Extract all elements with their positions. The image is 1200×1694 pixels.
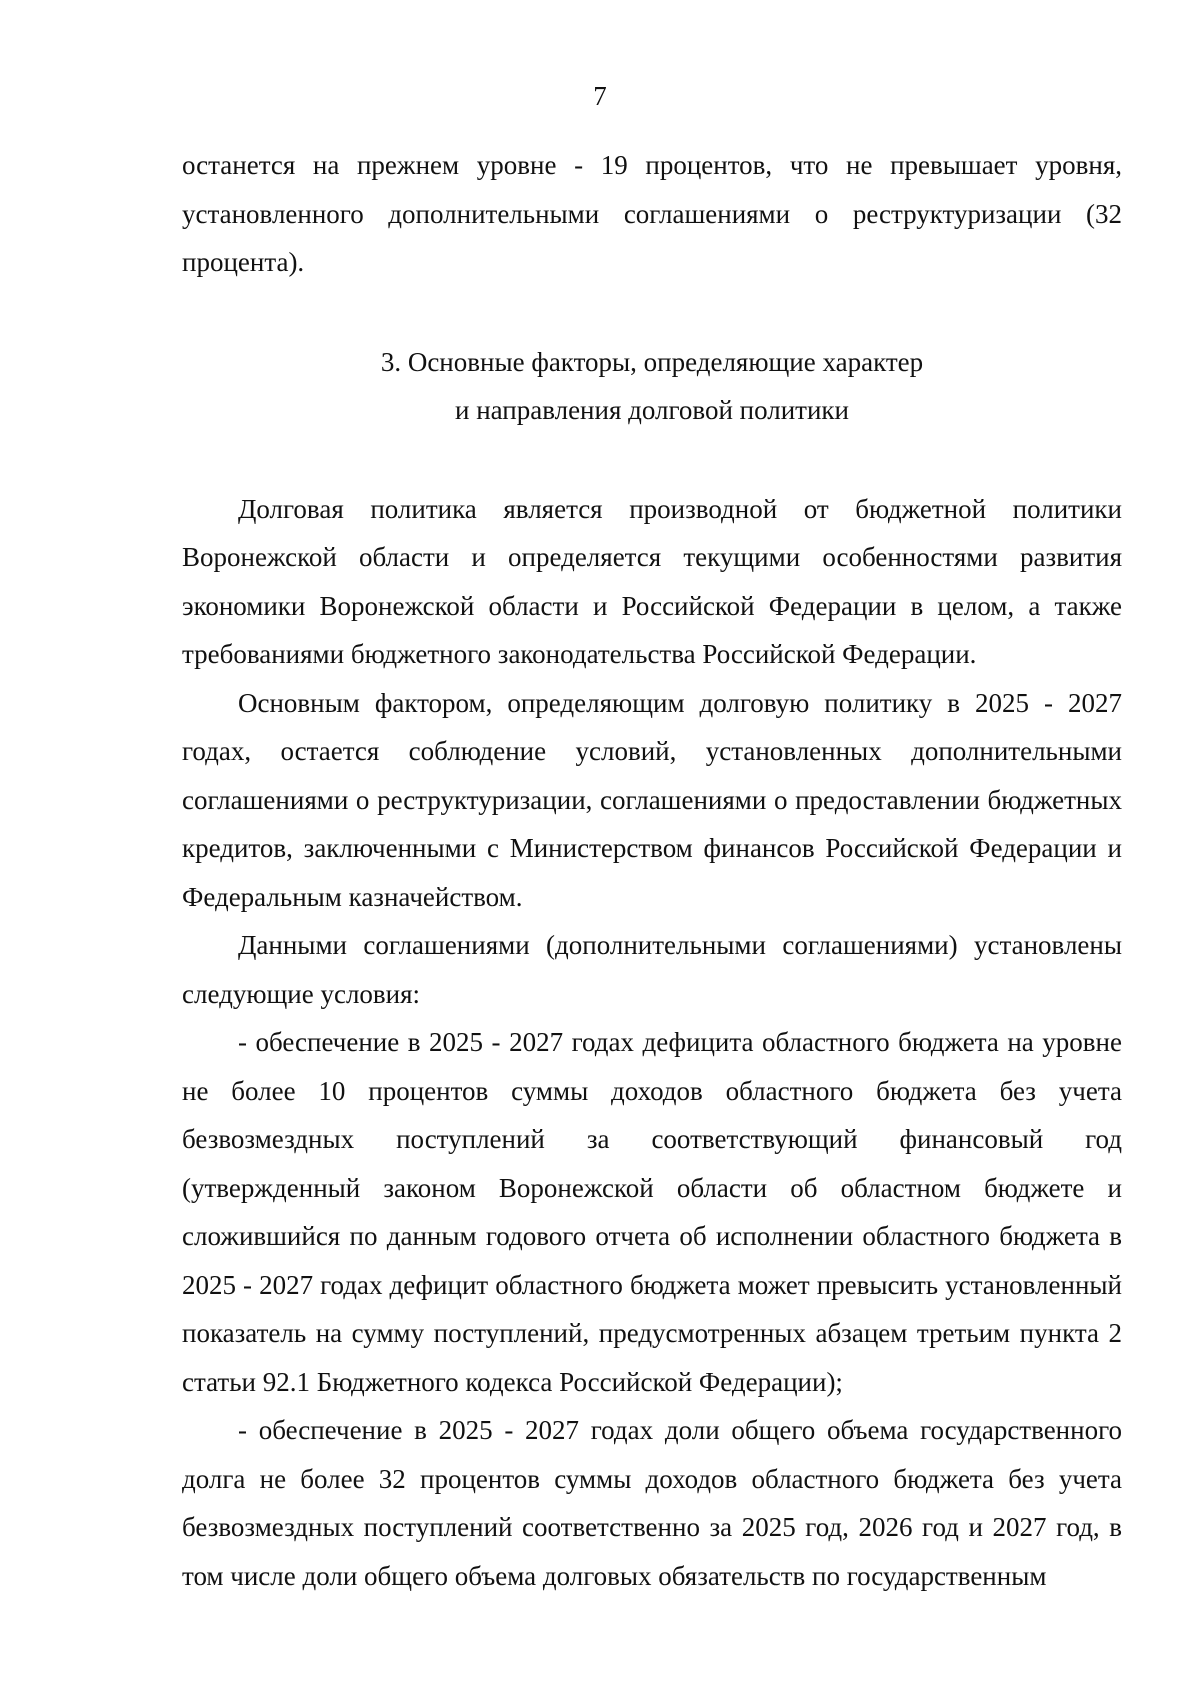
paragraph-conditions-intro: Данными соглашениями (дополнительными соглашениями) установлены следующие условия: xyxy=(182,930,1122,1009)
paragraph-continuation: останется на прежнем уровне - 19 процентов, что не превышает уровня, установленного дополнительными соглашениями о реструктуризации (32 процента). xyxy=(182,150,1122,277)
document-body xyxy=(182,141,1122,1600)
list-item-deficit-condition: - обеспечение в 2025 - 2027 годах дефицита областного бюджета на уровне не более 10 процентов суммы доходов областного бюджета без учета безвозмездных поступлений за соответствующий финансовый год (утвержденный законом Воронежской области об областном бюджете и сложившийся по данным годового отчета об исполнении областного бюджета в 2025 - 2027 годах дефицит областного бюджета может превысить установленный показатель на сумму поступлений, предусмотренных абзацем третьим пункта 2 статьи 92.1 Бюджетного кодекса Российской Федерации); xyxy=(182,1027,1122,1397)
list-item-debt-share-condition: - обеспечение в 2025 - 2027 годах доли общего объема государственного долга не более 32 процентов суммы доходов областного бюджета без учета безвозмездных поступлений соответственно за 2025 год, 2026 год и 2027 год, в том числе доли общего объема долговых обязательств по государственным xyxy=(182,1415,1122,1591)
paragraph-main-factor: Основным фактором, определяющим долговую политику в 2025 - 2027 годах, остается соблюдение условий, установленных дополнительными соглашениями о реструктуризации, соглашениями о предоставлении бюджетных кредитов, заключенными с Министерством финансов Российской Федерации и Федеральным казначейством. xyxy=(182,687,1122,912)
section-heading-line-2: и направления долговой политики xyxy=(455,394,849,425)
section-heading xyxy=(182,338,1122,434)
page-number: 7 xyxy=(593,81,607,111)
paragraph-debt-policy-derivative: Долговая политика является производной от бюджетной политики Воронежской области и определяется текущими особенностями развития экономики Воронежской области и Российской Федерации в целом, а также требованиями бюджетного законодательства Российской Федерации. xyxy=(182,493,1122,669)
section-heading-line-1: 3. Основные факторы, определяющие характер xyxy=(380,346,924,377)
